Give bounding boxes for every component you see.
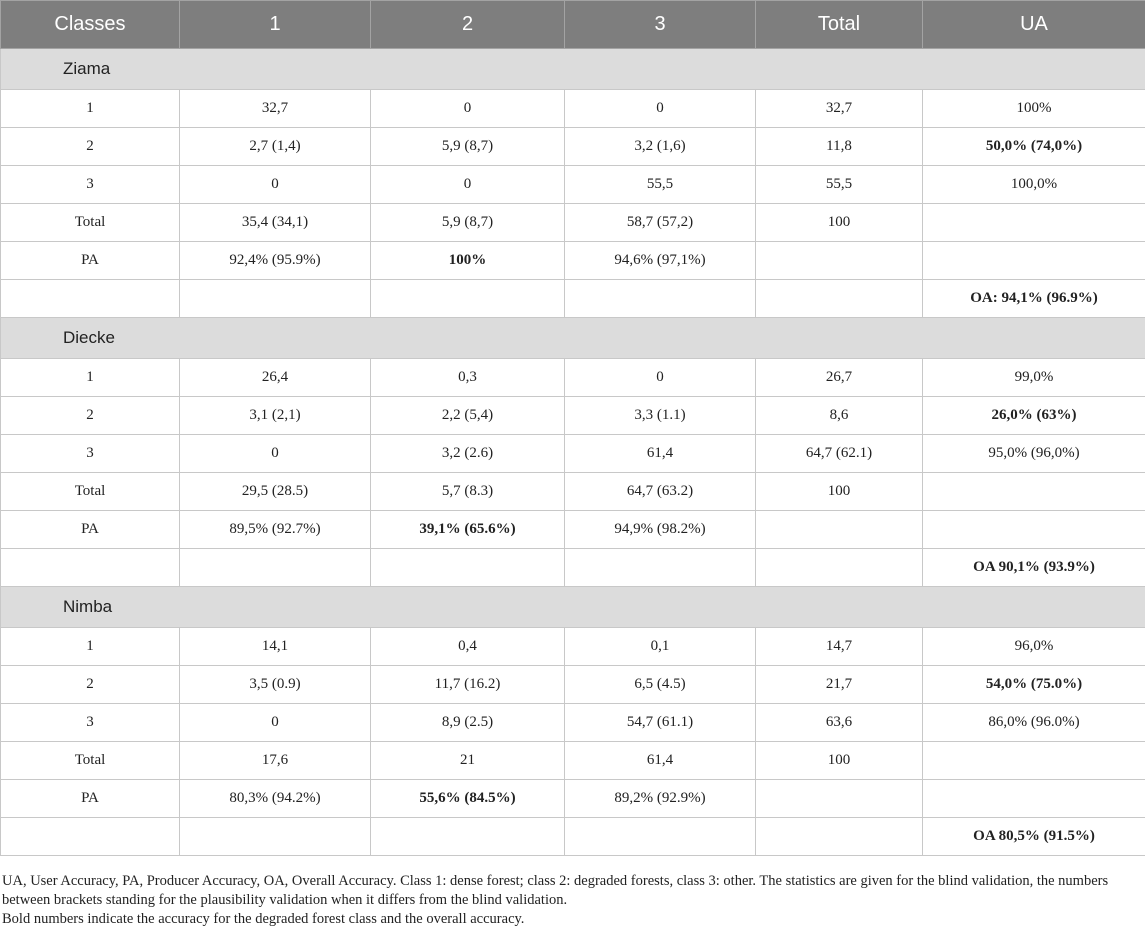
ua-cell: 54,0% (75.0%) (923, 666, 1145, 704)
table-row (1, 204, 1145, 242)
ua-cell (923, 780, 1145, 818)
footnote-abbreviations: UA, User Accuracy, PA, Producer Accuracy, OA, Overall Accuracy. Class 1: dense forest; class 2: degraded forests, class 3: other. The statistics are given for the blind validation, the numbers between brackets standing for the plausibility validation when it differs from the blind validation. (2, 873, 1109, 908)
total-cell: 26,7 (756, 359, 923, 397)
class-2-cell: 5,7 (8.3) (371, 473, 565, 511)
table-row (1, 780, 1145, 818)
class-2-cell: 11,7 (16.2) (371, 666, 565, 704)
header-total: Total (756, 1, 923, 49)
total-cell: 100 (756, 204, 923, 242)
class-label: 3 (1, 435, 180, 473)
total-cell: 21,7 (756, 666, 923, 704)
class-1-cell: 32,7 (180, 90, 371, 128)
table-row (1, 742, 1145, 780)
header-ua: UA (923, 1, 1145, 49)
class-label: 1 (1, 359, 180, 397)
ua-cell (923, 473, 1145, 511)
table-row (1, 90, 1145, 128)
ua-cell: 50,0% (74,0%) (923, 128, 1145, 166)
ua-cell: 86,0% (96.0%) (923, 704, 1145, 742)
table-footnote (2, 872, 1142, 929)
class-1-cell: 92,4% (95.9%) (180, 242, 371, 280)
total-cell (756, 242, 923, 280)
table-row (1, 666, 1145, 704)
total-cell (756, 780, 923, 818)
header-classes: Classes (1, 1, 180, 49)
class-3-cell: 89,2% (92.9%) (565, 780, 756, 818)
class-1-cell: 29,5 (28.5) (180, 473, 371, 511)
class-1-cell: 89,5% (92.7%) (180, 511, 371, 549)
class-label: Total (1, 204, 180, 242)
ua-cell: OA: 94,1% (96.9%) (923, 280, 1145, 318)
class-3-cell: 94,6% (97,1%) (565, 242, 756, 280)
section-row-ziama (1, 49, 1145, 90)
table-row (1, 818, 1145, 856)
class-2-cell (371, 549, 565, 587)
total-cell (756, 818, 923, 856)
class-3-cell: 61,4 (565, 742, 756, 780)
class-1-cell: 0 (180, 435, 371, 473)
class-label: Total (1, 742, 180, 780)
class-2-cell: 21 (371, 742, 565, 780)
class-label (1, 280, 180, 318)
total-cell: 32,7 (756, 90, 923, 128)
table-row (1, 628, 1145, 666)
header-row (1, 1, 1145, 49)
class-1-cell: 0 (180, 704, 371, 742)
table-row (1, 359, 1145, 397)
class-3-cell: 6,5 (4.5) (565, 666, 756, 704)
table-row (1, 549, 1145, 587)
ua-cell: 96,0% (923, 628, 1145, 666)
class-2-cell (371, 280, 565, 318)
class-1-cell: 14,1 (180, 628, 371, 666)
ua-cell (923, 511, 1145, 549)
class-2-cell: 2,2 (5,4) (371, 397, 565, 435)
class-1-cell: 0 (180, 166, 371, 204)
total-cell: 100 (756, 473, 923, 511)
header-class-1: 1 (180, 1, 371, 49)
ua-cell: OA 80,5% (91.5%) (923, 818, 1145, 856)
total-cell (756, 549, 923, 587)
class-1-cell (180, 549, 371, 587)
class-2-cell: 5,9 (8,7) (371, 128, 565, 166)
ua-cell (923, 204, 1145, 242)
class-3-cell: 61,4 (565, 435, 756, 473)
class-label: 2 (1, 666, 180, 704)
class-2-cell: 3,2 (2.6) (371, 435, 565, 473)
ua-cell: 95,0% (96,0%) (923, 435, 1145, 473)
class-2-cell: 0,4 (371, 628, 565, 666)
total-cell: 64,7 (62.1) (756, 435, 923, 473)
class-label: 2 (1, 397, 180, 435)
ua-cell: 26,0% (63%) (923, 397, 1145, 435)
class-2-cell: 5,9 (8,7) (371, 204, 565, 242)
class-1-cell (180, 818, 371, 856)
section-title: Diecke (1, 318, 1145, 359)
class-label: PA (1, 780, 180, 818)
total-cell: 63,6 (756, 704, 923, 742)
ua-cell: 99,0% (923, 359, 1145, 397)
class-1-cell: 17,6 (180, 742, 371, 780)
class-3-cell (565, 549, 756, 587)
class-label (1, 549, 180, 587)
class-label: 3 (1, 166, 180, 204)
ua-cell: 100% (923, 90, 1145, 128)
class-label: 1 (1, 90, 180, 128)
class-3-cell (565, 280, 756, 318)
class-3-cell: 55,5 (565, 166, 756, 204)
class-1-cell: 3,5 (0.9) (180, 666, 371, 704)
header-class-2: 2 (371, 1, 565, 49)
ua-cell (923, 242, 1145, 280)
table-body (1, 49, 1145, 856)
class-2-cell: 39,1% (65.6%) (371, 511, 565, 549)
section-title: Ziama (1, 49, 1145, 90)
class-3-cell: 0 (565, 90, 756, 128)
class-1-cell (180, 280, 371, 318)
section-row-diecke (1, 318, 1145, 359)
class-2-cell: 100% (371, 242, 565, 280)
class-3-cell: 58,7 (57,2) (565, 204, 756, 242)
class-1-cell: 80,3% (94.2%) (180, 780, 371, 818)
ua-cell (923, 742, 1145, 780)
header-class-3: 3 (565, 1, 756, 49)
class-2-cell: 0 (371, 166, 565, 204)
section-title: Nimba (1, 587, 1145, 628)
total-cell: 11,8 (756, 128, 923, 166)
class-3-cell: 54,7 (61.1) (565, 704, 756, 742)
class-2-cell: 8,9 (2.5) (371, 704, 565, 742)
table-row (1, 473, 1145, 511)
total-cell (756, 280, 923, 318)
class-label: Total (1, 473, 180, 511)
class-3-cell: 64,7 (63.2) (565, 473, 756, 511)
class-1-cell: 35,4 (34,1) (180, 204, 371, 242)
class-label: PA (1, 242, 180, 280)
class-2-cell (371, 818, 565, 856)
table-row (1, 280, 1145, 318)
class-label: 1 (1, 628, 180, 666)
table-row (1, 397, 1145, 435)
table-row (1, 704, 1145, 742)
class-3-cell: 3,3 (1.1) (565, 397, 756, 435)
table-row (1, 435, 1145, 473)
class-3-cell: 0,1 (565, 628, 756, 666)
class-1-cell: 26,4 (180, 359, 371, 397)
class-3-cell: 94,9% (98.2%) (565, 511, 756, 549)
footnote-bold-note: Bold numbers indicate the accuracy for the degraded forest class and the overall accuracy. (2, 911, 525, 927)
table-row (1, 128, 1145, 166)
section-row-nimba (1, 587, 1145, 628)
total-cell: 8,6 (756, 397, 923, 435)
class-3-cell (565, 818, 756, 856)
class-label: 3 (1, 704, 180, 742)
table-row (1, 511, 1145, 549)
class-3-cell: 3,2 (1,6) (565, 128, 756, 166)
class-1-cell: 2,7 (1,4) (180, 128, 371, 166)
class-3-cell: 0 (565, 359, 756, 397)
table-row (1, 166, 1145, 204)
class-label (1, 818, 180, 856)
table-row (1, 242, 1145, 280)
class-1-cell: 3,1 (2,1) (180, 397, 371, 435)
total-cell: 100 (756, 742, 923, 780)
class-2-cell: 55,6% (84.5%) (371, 780, 565, 818)
ua-cell: OA 90,1% (93.9%) (923, 549, 1145, 587)
class-label: PA (1, 511, 180, 549)
total-cell: 55,5 (756, 166, 923, 204)
total-cell: 14,7 (756, 628, 923, 666)
class-2-cell: 0,3 (371, 359, 565, 397)
class-label: 2 (1, 128, 180, 166)
ua-cell: 100,0% (923, 166, 1145, 204)
class-2-cell: 0 (371, 90, 565, 128)
total-cell (756, 511, 923, 549)
